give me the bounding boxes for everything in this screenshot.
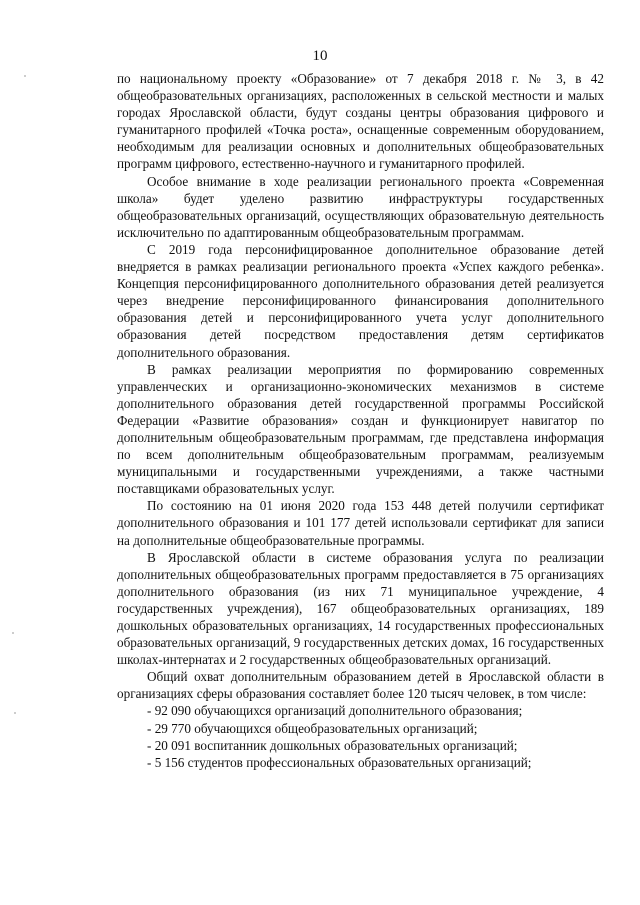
list-item: - 5 156 студентов профессиональных образовательных организаций; bbox=[147, 754, 532, 770]
scan-speck bbox=[12, 632, 14, 634]
paragraph-3: С 2019 года персонифицированное дополнительное образование детей внедряется в рамках реализации регионального проекта «Успех каждого ребенка». Концепция персонифицированного дополнительного образования детей реализуется через внедрение персонифицированного финансирования дополнительного образования детей и персонифицированного учета услуг дополнительного образования детей посредством предоставления детям сертификатов дополнительного образования. bbox=[117, 241, 604, 360]
paragraph-5: По состоянию на 01 июня 2020 года 153 448 детей получили сертификат дополнительного образования и 101 177 детей использовали сертификат для записи на дополнительные общеобразовательные программы. bbox=[117, 498, 604, 548]
scan-speck bbox=[14, 712, 16, 714]
scan-speck bbox=[24, 75, 26, 77]
paragraph-7: Общий охват дополнительным образованием детей в Ярославской области в организациях сферы образования составляет более 120 тысяч человек, в том числе: bbox=[117, 669, 604, 702]
coverage-list bbox=[117, 702, 604, 770]
page-number: 10 bbox=[312, 48, 328, 64]
document-body bbox=[117, 70, 604, 771]
list-item: - 20 091 воспитанник дошкольных образовательных организаций; bbox=[147, 737, 518, 753]
list-item: - 29 770 обучающихся общеобразовательных организаций; bbox=[147, 720, 478, 736]
paragraph-4: В рамках реализации мероприятия по формированию современных управленческих и организационно-экономических механизмов в системе дополнительного образования детей государственной программы Российской Федерации «Развитие образования» создан и функционирует навигатор по дополнительным общеобразовательным программам, где представлена информация по всем дополнительным общеобразовательным программам, реализуемым муниципальными и государственными учреждениями, а также частными поставщиками образовательных услуг. bbox=[117, 361, 604, 497]
paragraph-1: по национальному проекту «Образование» от 7 декабря 2018 г. № 3, в 42 общеобразовательных организациях, расположенных в сельской местности и малых городах Ярославской области, будут созданы центры образования цифрового и гуманитарного профилей «Точка роста», оснащенные современным оборудованием, необходимым для реализации основных и дополнительных общеобразовательных программ цифрового, естественно-научного и гуманитарного профилей. bbox=[117, 71, 604, 172]
paragraph-2: Особое внимание в ходе реализации регионального проекта «Современная школа» будет уделено развитию инфраструктуры государственных общеобразовательных организаций, осуществляющих образовательную деятельность исключительно по адаптированным общеобразовательным программам. bbox=[117, 173, 604, 240]
list-item: - 92 090 обучающихся организаций дополнительного образования; bbox=[147, 703, 523, 719]
paragraph-6: В Ярославской области в системе образования услуга по реализации дополнительных общеобразовательных программ предоставляется в 75 организациях дополнительного образования (из них 71 муниципальное учреждение, 4 государственных учреждения), 167 общеобразовательных организациях, 189 дошкольных образовательных организациях, 14 государственных профессиональных образовательных организаций, 9 государственных детских домах, 16 государственных школах-интернатах и 2 государственных общеобразовательных организаций. bbox=[117, 549, 604, 668]
